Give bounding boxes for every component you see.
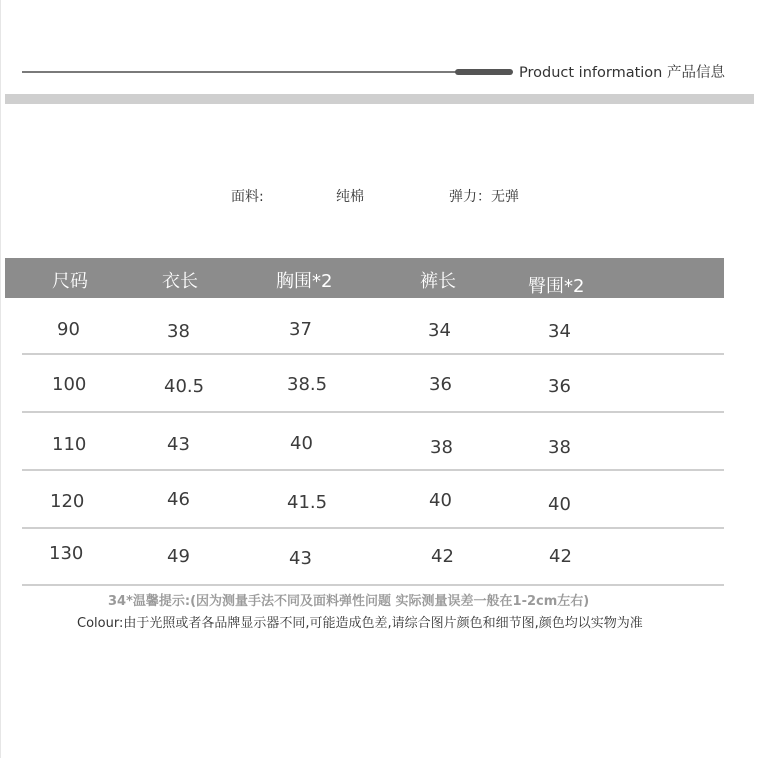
header-accent-bar (455, 69, 513, 75)
table-cell: 42 (549, 546, 572, 567)
table-cell: 40.5 (164, 376, 205, 397)
row-divider (22, 353, 724, 355)
row-divider (22, 469, 724, 471)
table-cell: 37 (289, 319, 312, 340)
column-header-pants: 裤长 (420, 271, 456, 292)
table-cell: 38.5 (287, 374, 328, 395)
table-cell: 43 (167, 434, 190, 455)
row-divider (22, 584, 724, 586)
left-edge-line (0, 0, 1, 758)
fabric-value: 纯棉 (336, 189, 364, 205)
header-divider-line (22, 71, 462, 73)
table-cell: 42 (431, 546, 454, 567)
row-divider (22, 527, 724, 529)
table-cell: 36 (429, 374, 452, 395)
table-cell: 40 (548, 494, 571, 515)
header-band (5, 94, 754, 104)
colour-disclaimer: Colour:由于光照或者各品牌显示器不同,可能造成色差,请综合图片颜色和细节图,颜色均以实物为准 (77, 616, 643, 631)
column-header-size: 尺码 (52, 271, 88, 292)
table-cell: 43 (289, 548, 312, 569)
table-cell: 40 (290, 433, 313, 454)
table-cell: 41.5 (287, 492, 328, 513)
table-cell: 38 (548, 437, 571, 458)
table-cell: 40 (429, 490, 452, 511)
column-header-length: 衣长 (162, 271, 198, 292)
table-cell: 90 (57, 319, 80, 340)
section-title: Product information 产品信息 (519, 65, 725, 81)
column-header-chest: 胸围*2 (276, 271, 333, 292)
table-cell: 34 (548, 321, 571, 342)
table-cell: 130 (49, 543, 84, 564)
table-cell: 34 (428, 320, 451, 341)
table-cell: 120 (50, 491, 85, 512)
table-cell: 110 (52, 434, 87, 455)
table-cell: 46 (167, 489, 190, 510)
column-header-hip: 臀围*2 (528, 276, 585, 297)
stretch-info: 弹力：无弹 (449, 189, 519, 205)
size-table-header (5, 258, 724, 298)
table-cell: 100 (52, 374, 87, 395)
row-divider (22, 411, 724, 413)
table-cell: 36 (548, 376, 571, 397)
table-cell: 38 (167, 321, 190, 342)
table-cell: 49 (167, 546, 190, 567)
fabric-label: 面料: (231, 189, 264, 205)
table-cell: 38 (430, 437, 453, 458)
measurement-tip: 34*温馨提示:(因为测量手法不同及面料弹性问题 实际测量误差一般在1-2cm左右) (108, 594, 590, 609)
